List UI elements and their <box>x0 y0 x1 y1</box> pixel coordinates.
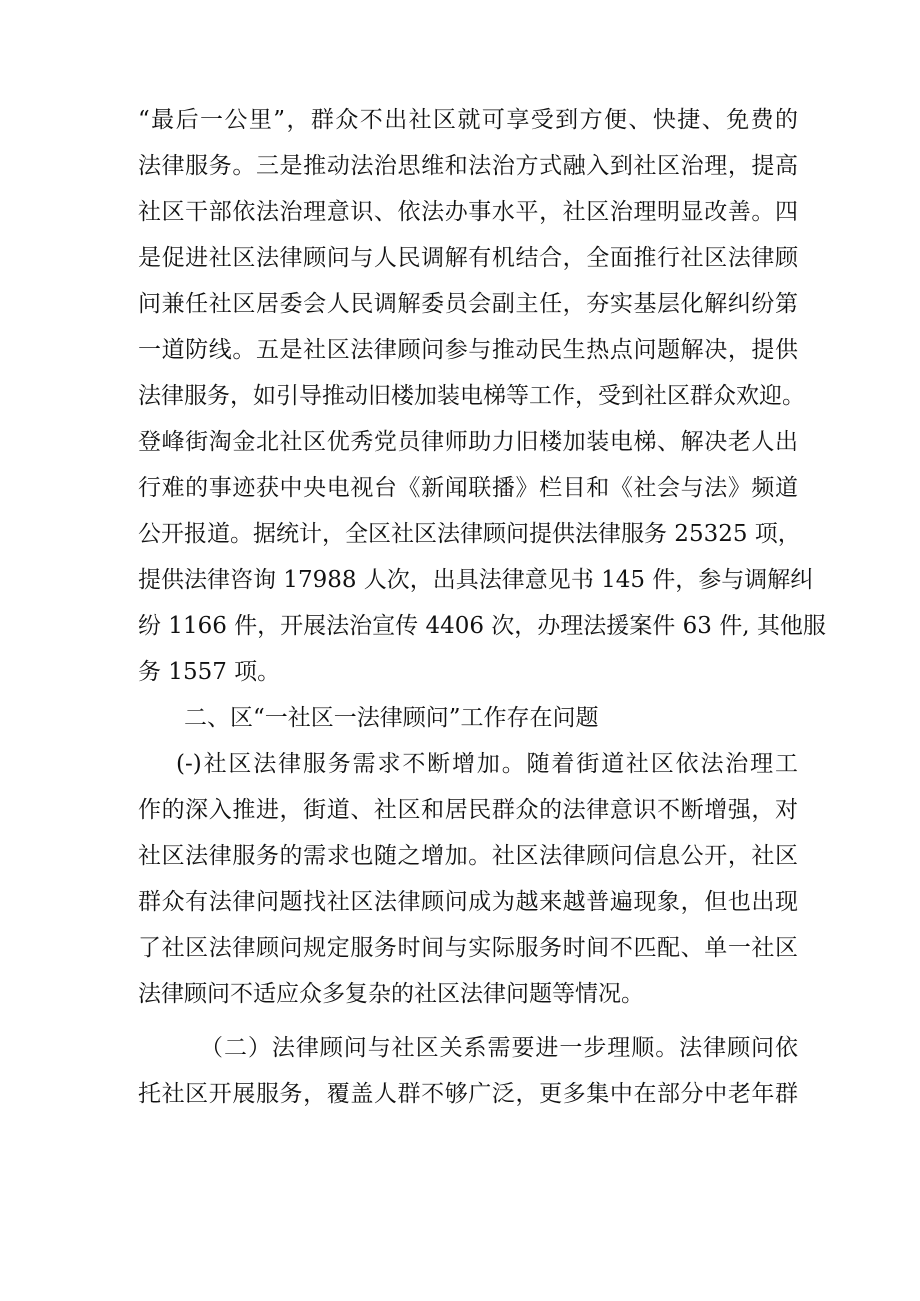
text-line: “最后一公里”，群众不出社区就可享受到方便、快捷、免费的 <box>138 107 798 133</box>
text-line: 作的深入推进，街道、社区和居民群众的法律意识不断增强，对 <box>138 797 798 823</box>
text-line: 务 1557 项。 <box>138 659 281 685</box>
heading-line: 二、区“一社区一法律顾问”工作存在问题 <box>184 705 599 731</box>
text-line: 提供法律咨询 17988 人次，出具法律意见书 145 件，参与调解纠 <box>138 567 814 593</box>
text-line: 托社区开展服务，覆盖人群不够广泛，更多集中在部分中老年群 <box>138 1081 798 1107</box>
paragraph-section-1 <box>138 741 798 1017</box>
text-line: 一道防线。五是社区法律顾问参与推动民生热点问题解决，提供 <box>138 337 798 363</box>
text-line: 登峰街淘金北社区优秀党员律师助力旧楼加装电梯、解决老人出 <box>138 429 798 455</box>
paragraph-section-2 <box>138 1025 798 1117</box>
paragraph-gap <box>138 1017 798 1025</box>
text-line: 法律顾问不适应众多复杂的社区法律问题等情况。 <box>138 981 644 1007</box>
text-line: 行难的事迹获中央电视台《新闻联播》栏目和《社会与法》频道 <box>138 475 798 501</box>
text-line: 社区干部依法治理意识、依法办事水平，社区治理明显改善。四 <box>138 199 798 225</box>
text-line: (-)社区法律服务需求不断增加。随着街道社区依法治理工 <box>176 751 798 777</box>
paragraph-continuation <box>138 97 826 695</box>
text-line: 公开报道。据统计，全区社区法律顾问提供法律服务 25325 项， <box>138 521 801 547</box>
section-heading <box>138 695 798 741</box>
text-line: 问兼任社区居委会人民调解委员会副主任，夯实基层化解纠纷第 <box>138 291 798 317</box>
text-line: 法律服务，如引导推动旧楼加装电梯等工作，受到社区群众欢迎。 <box>138 383 805 409</box>
text-line: 是促进社区法律顾问与人民调解有机结合，全面推行社区法律顾 <box>138 245 798 271</box>
text-line: （二）法律顾问与社区关系需要进一步理顺。法律顾问依 <box>200 1035 798 1061</box>
text-line: 群众有法律问题找社区法律顾问成为越来越普遍现象，但也出现 <box>138 889 798 915</box>
text-line: 社区法律服务的需求也随之增加。社区法律顾问信息公开，社区 <box>138 843 798 869</box>
text-line: 了社区法律顾问规定服务时间与实际服务时间不匹配、单一社区 <box>138 935 798 961</box>
document-body <box>138 97 826 1117</box>
text-line: 纷 1166 件，开展法治宣传 4406 次，办理法援案件 63 件, 其他服 <box>138 613 826 639</box>
text-line: 法律服务。三是推动法治思维和法治方式融入到社区治理，提高 <box>138 153 798 179</box>
